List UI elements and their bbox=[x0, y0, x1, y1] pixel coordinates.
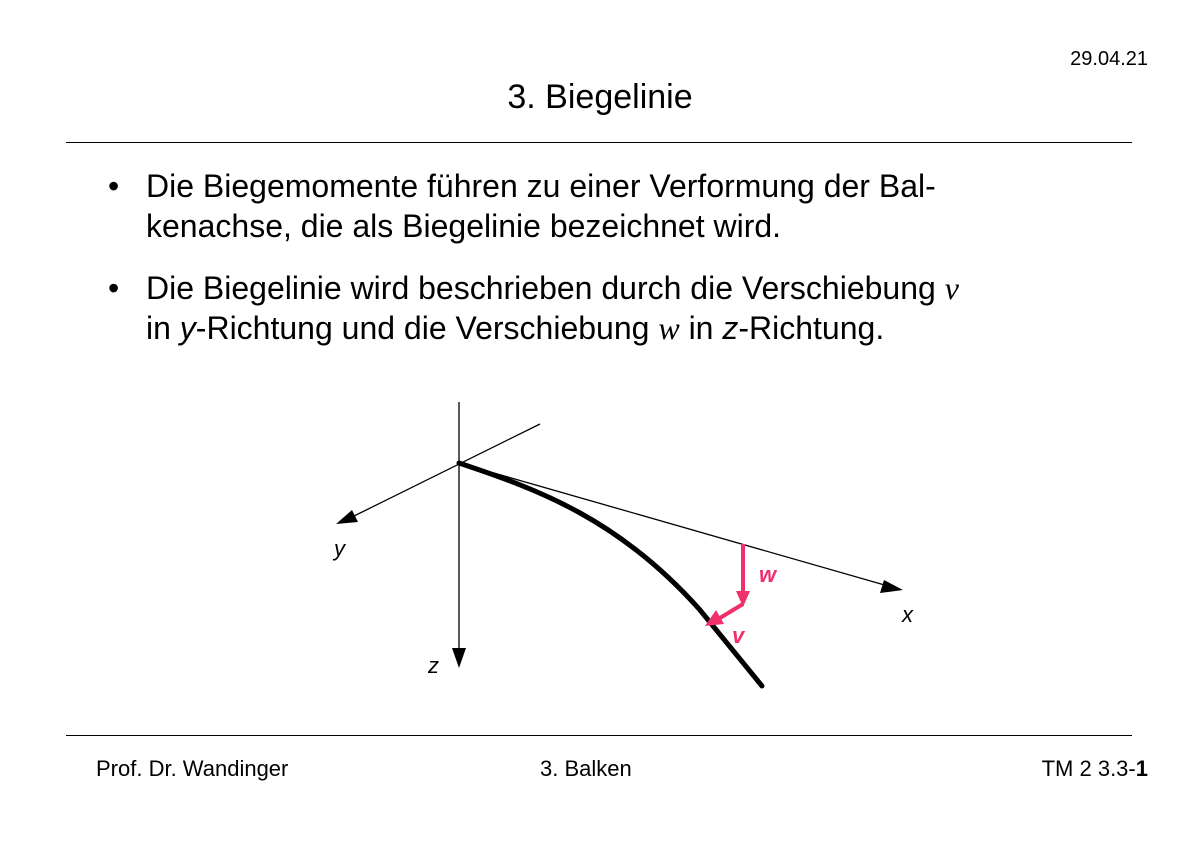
bullet-2-text-5: -Richtung. bbox=[738, 310, 885, 346]
deflection-curve bbox=[459, 463, 762, 686]
y-axis-label: y bbox=[334, 536, 345, 561]
footer-page-number: 1 bbox=[1135, 756, 1148, 781]
x-axis bbox=[459, 463, 888, 586]
bullet-2-text-4: in bbox=[679, 310, 723, 346]
z-axis-arrowhead bbox=[452, 648, 466, 668]
footer-chapter: 3. Balken bbox=[540, 756, 632, 781]
y-axis bbox=[350, 424, 540, 518]
bullet-dot-icon: • bbox=[108, 168, 120, 204]
footer-divider bbox=[66, 735, 1132, 736]
slide-title: 3. Biegelinie bbox=[507, 78, 693, 116]
bullet-2-text-3: -Richtung und die Verschiebung bbox=[195, 310, 659, 346]
y-axis-arrowhead bbox=[336, 510, 358, 524]
bullet-1-line-2: kenachse, die als Biegelinie bezeichnet wird. bbox=[146, 208, 782, 244]
symbol-w: w bbox=[658, 310, 680, 346]
footer-page bbox=[1042, 756, 1148, 782]
slide-date: 29.04.21 bbox=[1070, 48, 1148, 70]
bullet-2-text-2: in bbox=[146, 310, 180, 346]
z-axis-label: z bbox=[428, 653, 439, 678]
bullet-dot-icon: • bbox=[108, 270, 120, 306]
x-axis-arrowhead bbox=[880, 580, 903, 593]
symbol-y: y bbox=[179, 310, 196, 346]
w-label: w bbox=[759, 562, 777, 587]
footer-page-prefix: TM 2 3.3- bbox=[1041, 756, 1136, 781]
bullet-1-line-1: Die Biegemomente führen zu einer Verformung der Bal- bbox=[146, 168, 936, 204]
v-label: v bbox=[732, 623, 745, 648]
v-displacement-arrow bbox=[720, 604, 743, 618]
x-axis-label: x bbox=[902, 602, 913, 627]
footer-author: Prof. Dr. Wandinger bbox=[96, 756, 289, 781]
symbol-v: v bbox=[944, 270, 959, 306]
symbol-z: z bbox=[722, 310, 739, 346]
bullet-2-text-1: Die Biegelinie wird beschrieben durch die Verschiebung bbox=[146, 270, 945, 306]
